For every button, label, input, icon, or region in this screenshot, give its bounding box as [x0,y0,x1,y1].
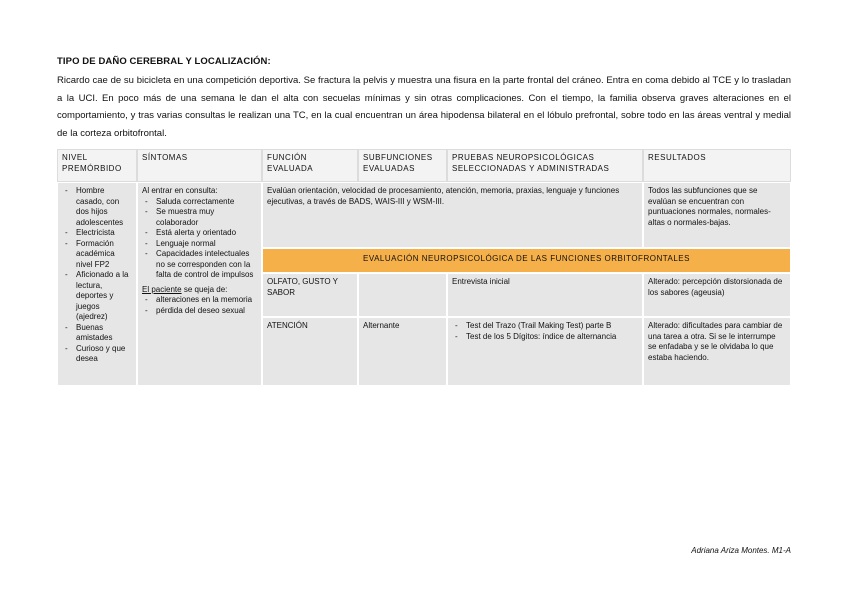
list-item: - Hombre casado, con dos hijos adolescentes [76,186,132,228]
nivel-premorbido-cell [57,182,137,386]
list-item: - Formación académica nivel FP2 [76,239,132,271]
list-item: - Está alerta y orientado [156,228,257,239]
complaint-list [142,295,257,316]
row3-subfunciones: Alternante [358,317,447,386]
list-item: - Curioso y que desea [76,344,132,365]
nivel-premorbido-list [62,186,132,365]
row3-pruebas-list [452,321,638,342]
case-description: Ricardo cae de su bicicleta en una competición deportiva. Se fractura la pelvis y muestra una fisura en la parte frontal del cráneo. Entra en coma debido al TCE y lo trasladan a la UCI. En poco más de una semana le dan el alta con secuelas mínimas y sin otras complicaciones. Con el tiempo, la familia observa graves alteraciones en el comportamiento, y tras varias consultas le realizan una TC, en la cual encuentran un área hipodensa bilateral en el lóbulo prefrontal, sobre todo en las áreas ventral y medial de la corteza orbitofrontal. [57,75,791,139]
row3-resultados: Alterado: dificultades para cambiar de una tarea a otra. Si se le interrumpe se enfadaba y se le olvidaba lo que estaba haciendo. [643,317,791,386]
author-footer: Adriana Ariza Montes. M1-A [691,546,791,555]
sintomas-cell [137,182,262,386]
row2-funcion: OLFATO, GUSTO Y SABOR [262,273,358,317]
header-sintomas: SÍNTOMAS [137,149,262,182]
list-item: - Test del Trazo (Trail Making Test) parte B [466,321,638,332]
list-item: - Lenguaje normal [156,239,257,250]
header-subfunciones: SUBFUNCIONES EVALUADAS [358,149,447,182]
row3-funcion: ATENCIÓN [262,317,358,386]
header-resultados: RESULTADOS [643,149,791,182]
list-item: - alteraciones en la memoria [156,295,257,306]
sintomas-list [142,197,257,281]
row2-subfunciones [358,273,447,317]
sintomas-intro: Al entrar en consulta: [142,186,218,195]
row2-resultados: Alterado: percepción distorsionada de los sabores (ageusia) [643,273,791,317]
list-item: - Saluda correctamente [156,197,257,208]
row1-resultados: Todos las subfunciones que se evalúan se encuentran con puntuaciones normales, normales-altas o normales-bajas. [643,182,791,248]
row3-pruebas [447,317,643,386]
row1-funcion: Evalúan orientación, velocidad de procesamiento, atención, memoria, praxias, lenguaje y funciones ejecutivas, a través de BADS, WAIS-III y WSM-III. [262,182,643,248]
list-item: - Test de los 5 Dígitos: índice de alternancia [466,332,638,343]
list-item: - Se muestra muy colaborador [156,207,257,228]
header-funcion-evaluada: FUNCIÓN EVALUADA [262,149,358,182]
header-pruebas: PRUEBAS NEUROPSICOLÓGICAS SELECCIONADAS Y ADMINISTRADAS [447,149,643,182]
complaint-line [142,285,257,296]
list-item: - Capacidades intelectuales no se corresponden con la falta de control de impulsos [156,249,257,281]
document-title: TIPO DE DAÑO CEREBRAL Y LOCALIZACIÓN: [57,56,271,67]
list-item: - pérdida del deseo sexual [156,306,257,317]
evaluation-table [57,149,791,386]
complaint-rest: se queja de: [181,284,228,294]
list-item: - Buenas amistades [76,323,132,344]
orbitofrontal-banner: EVALUACIÓN NEUROPSICOLÓGICA DE LAS FUNCIONES ORBITOFRONTALES [262,248,791,273]
complaint-subject: El paciente [142,284,182,294]
list-item: - Electricista [76,228,132,239]
row2-pruebas: Entrevista inicial [447,273,643,317]
list-item: - Aficionado a la lectura, deportes y juegos (ajedrez) [76,270,132,323]
header-nivel-premorbido: NIVEL PREMÓRBIDO [57,149,137,182]
